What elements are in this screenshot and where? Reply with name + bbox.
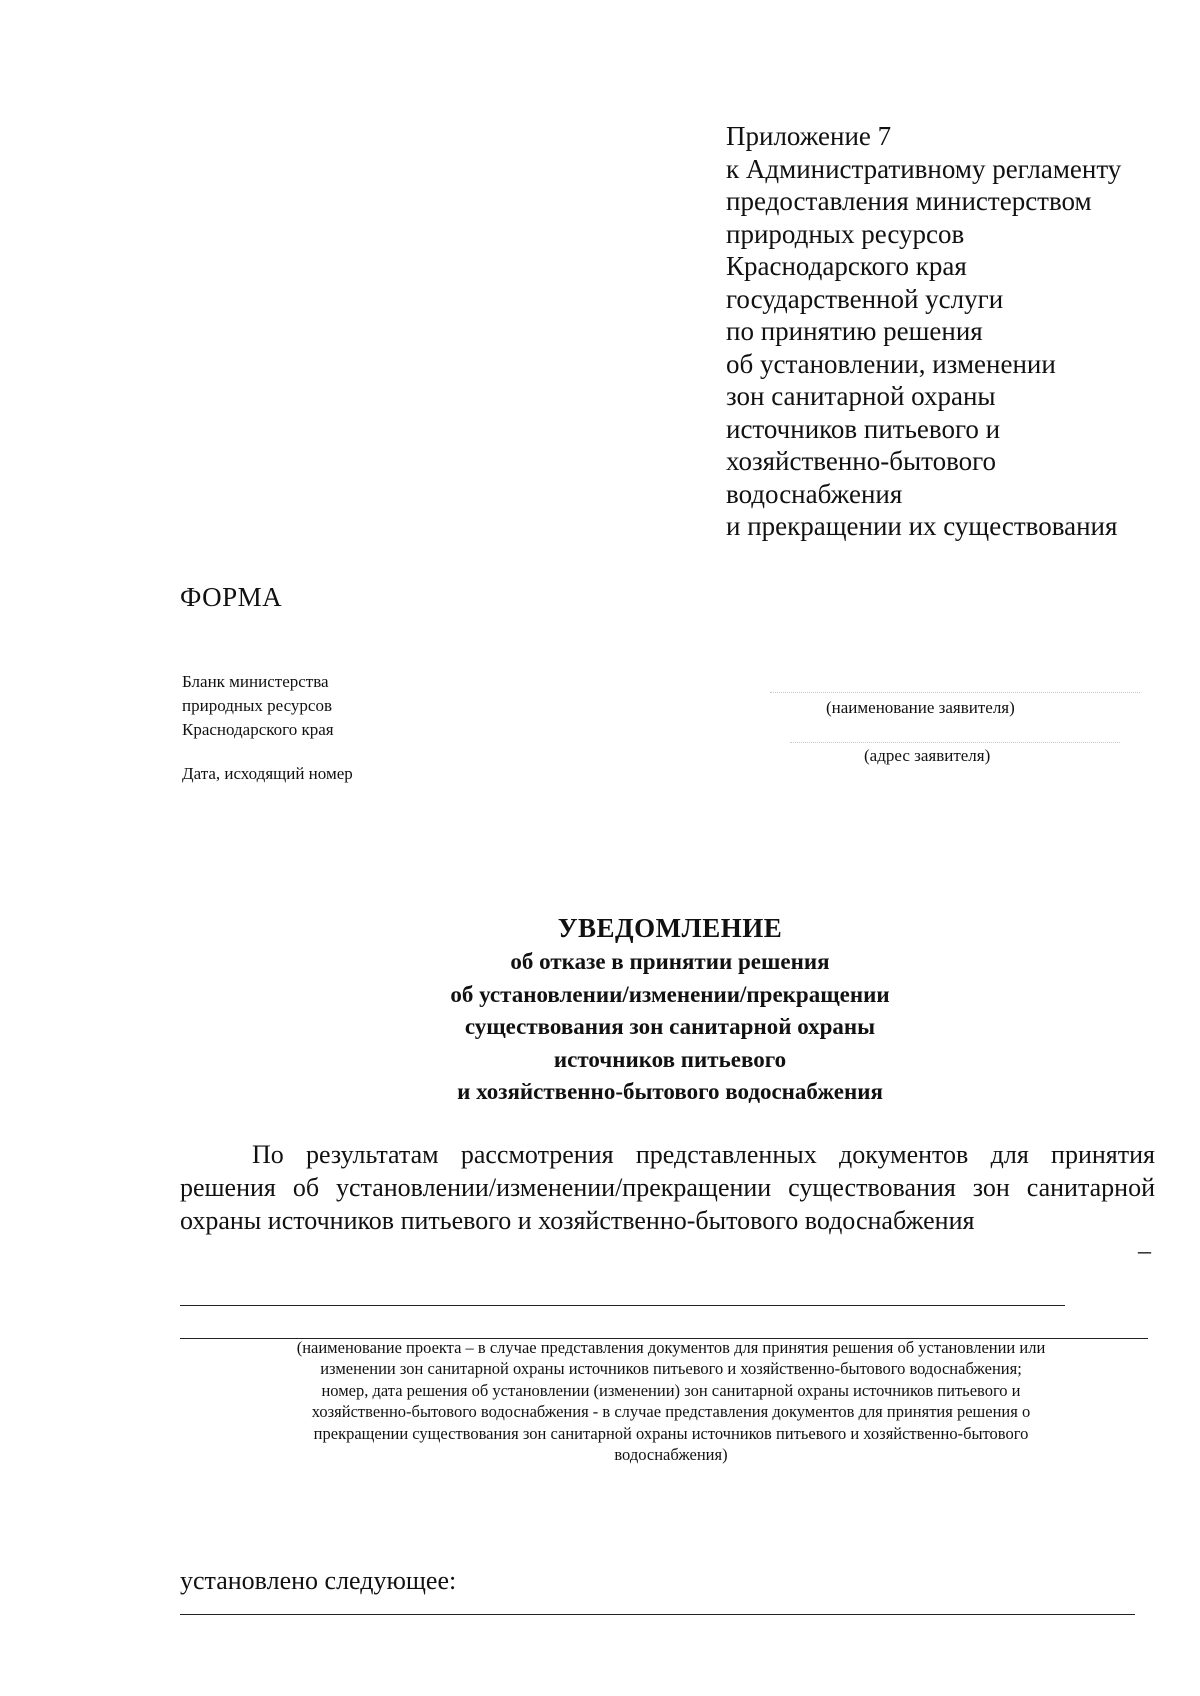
title-line: об отказе в принятии решения — [510, 949, 830, 974]
appendix-line: по принятию решения — [726, 316, 983, 346]
title-line: об установлении/изменении/прекращении — [450, 981, 890, 1007]
footnote-line: (наименование проекта – в случае представления документов для принятия решения об установлении или — [296, 1338, 1046, 1357]
footnote-line: хозяйственно-бытового водоснабжения - в случае представления документов для принятия решения о — [311, 1402, 1031, 1422]
blank-line: природных ресурсов — [182, 696, 332, 715]
established-line — [180, 1614, 1135, 1615]
applicant-name-line — [770, 692, 1140, 693]
appendix-line: зон санитарной охраны — [726, 381, 996, 411]
project-name-line-1 — [180, 1305, 1065, 1306]
appendix-line: природных ресурсов — [726, 218, 965, 249]
appendix-line: источников питьевого и — [726, 413, 1001, 444]
blank-line: Бланк министерства — [182, 672, 329, 691]
body-paragraph-container — [180, 1138, 1155, 1237]
applicant-address-line — [790, 742, 1120, 743]
appendix-line: к Административному регламенту — [726, 153, 1122, 184]
appendix-line: хозяйственно-бытового — [726, 446, 997, 476]
date-outgoing-number-label: Дата, исходящий номер — [182, 764, 353, 783]
appendix-line: государственной услуги — [726, 283, 1004, 314]
footnote-line: водоснабжения) — [614, 1445, 728, 1465]
title-main: УВЕДОМЛЕНИЕ — [557, 913, 783, 943]
title-line: и хозяйственно-бытового водоснабжения — [457, 1079, 883, 1104]
blank-line: Краснодарского края — [182, 720, 334, 739]
appendix-line: и прекращении их существования — [726, 511, 1118, 541]
dash-mark: – — [1138, 1236, 1151, 1265]
body-paragraph: По результатам рассмотрения представленных документов для принятия решения об установлении/изменении/прекращении существования зон санитарной охраны источников питьевого и хозяйственно-бытового водоснабжения — [180, 1140, 1155, 1235]
project-footnote — [196, 1337, 1146, 1465]
footnote-line: номер, дата решения об установлении (изменении) зон санитарной охраны источников питьевого и — [321, 1380, 1021, 1400]
appendix-line: Приложение 7 — [726, 121, 892, 151]
applicant-name-caption: (наименование заявителя) — [826, 698, 1015, 717]
appendix-line: об установлении, изменении — [726, 348, 1056, 379]
title-line: существования зон санитарной охраны — [464, 1014, 876, 1039]
form-label: ФОРМА — [180, 582, 283, 612]
appendix-line: водоснабжения — [726, 478, 903, 509]
appendix-line: предоставления министерством — [726, 186, 1092, 216]
footnote-line: изменении зон санитарной охраны источников питьевого и хозяйственно-бытового водоснабжения; — [320, 1359, 1022, 1379]
ministry-blank — [182, 670, 334, 742]
established-label: установлено следующее: — [180, 1566, 457, 1595]
document-title — [260, 910, 1080, 1109]
appendix-header — [726, 120, 1121, 543]
applicant-address-caption: (адрес заявителя) — [864, 746, 991, 765]
footnote-line: прекращении существования зон санитарной охраны источников питьевого и хозяйственно-бытового — [313, 1423, 1029, 1443]
title-line: источников питьевого — [553, 1046, 787, 1072]
appendix-line: Краснодарского края — [726, 251, 967, 281]
